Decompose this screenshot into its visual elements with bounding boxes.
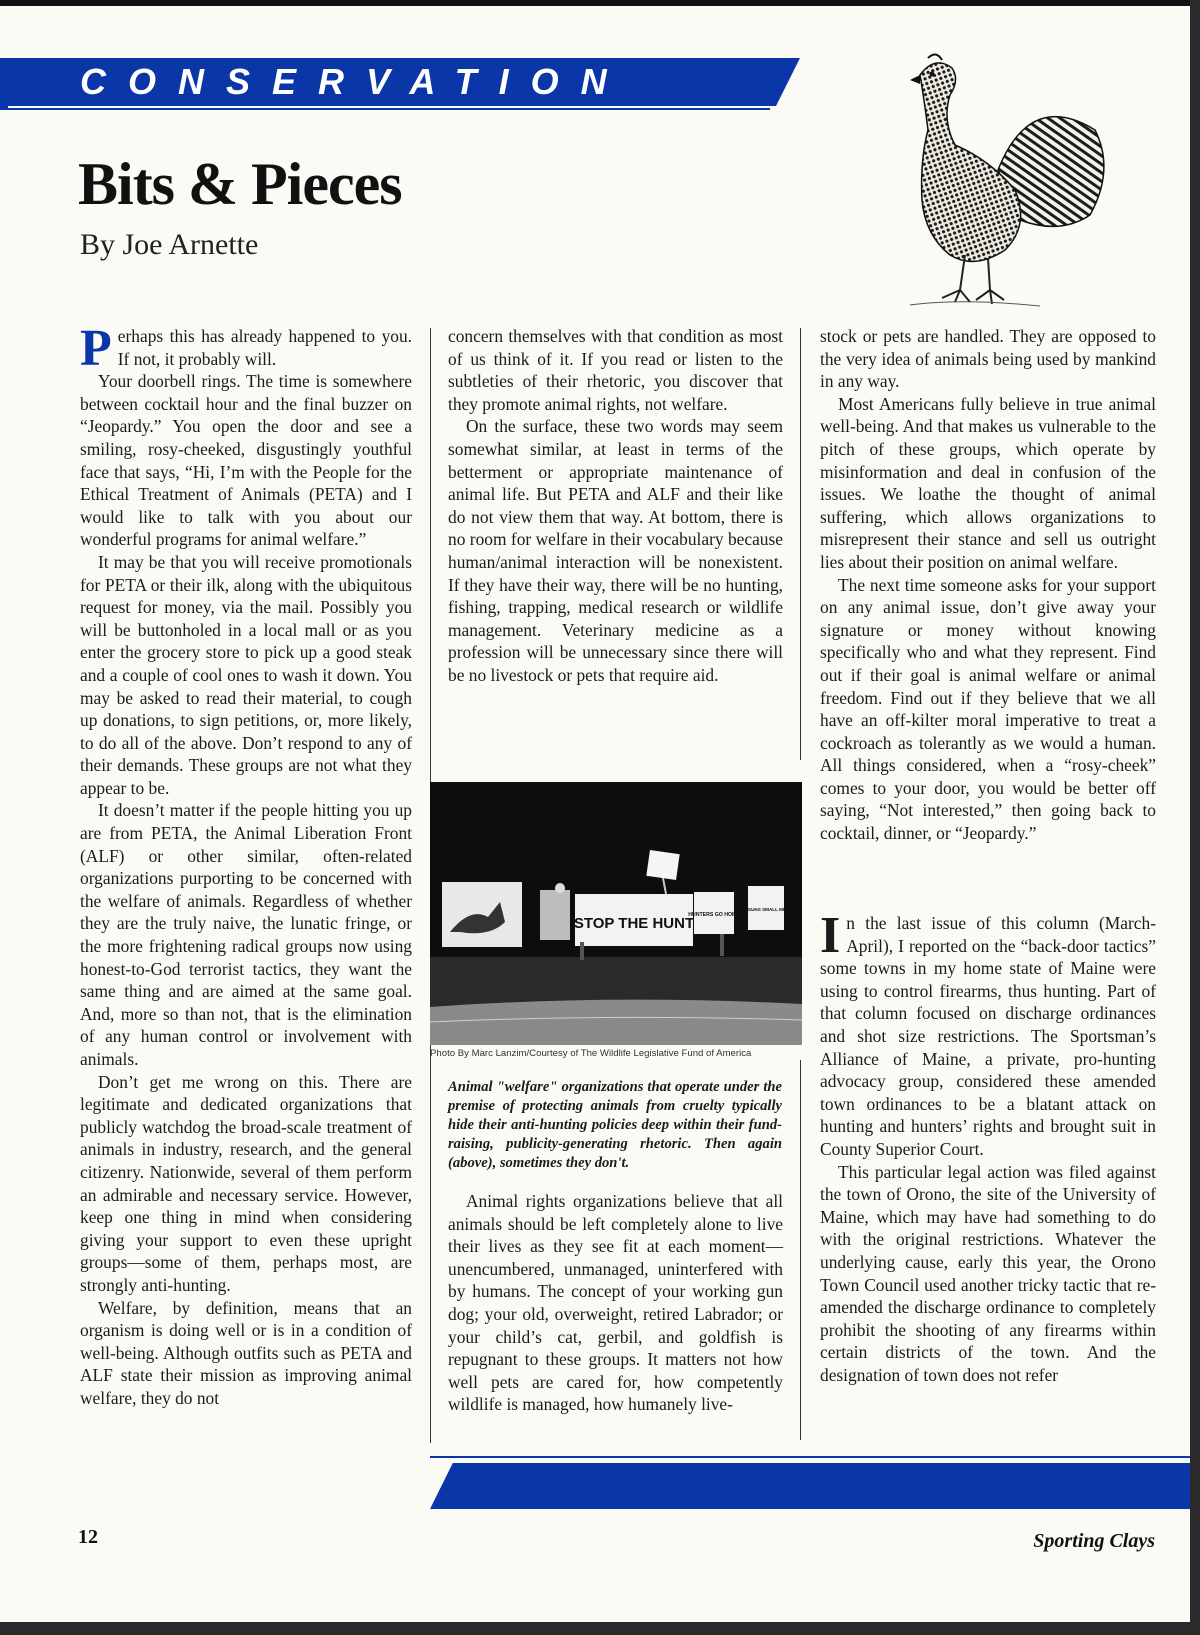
bottom-rule: [430, 1456, 1190, 1458]
column-2-top: [448, 325, 783, 687]
sign-hunters-go-home: HUNTERS GO HOME: [688, 912, 740, 918]
sign-big-guns: BIG GUNS SMALL MINDS: [738, 907, 794, 912]
paragraph-5: Don’t get me wrong on this. There are legitimate and dedicated organizations that publicly watchdog the broad-scale treatment of animals in industry, research, and the general citizenry. Nationwide, several of them perform an admirable and necessary service. However, keep one thing in mind when considering giving your support to even these upright groups—some of them, perhaps most, are strongly anti-hunting.: [80, 1071, 412, 1295]
paragraph-6: Welfare, by definition, means that an organism is doing well or is in a condition of well-being. Although outfits such as PETA and ALF state their mission as improving animal welfare, they do not: [80, 1297, 412, 1408]
paragraph-12: The next time someone asks for your support on any animal issue, don’t give away your signature or money without knowing specifically who and what they represent. Find out if their goal is animal welfare or animal freedom. Find out if they believe that we all have an off-kilter moral imperative to treat a cockroach as tolerantly as we would a human. All things considered, when a “rosy-cheek” comes to your door, you would be better off saying, “Not interested,” then going back to cocktail, dinner, or “Jeopardy.”: [820, 574, 1156, 844]
byline: By Joe Arnette: [80, 228, 259, 261]
paragraph-14: This particular legal action was filed against the town of Orono, the site of the University of Maine, which may have had something to do with the original restrictions. Whatever the underlying cause, early this year, the Orono Town Council used another tricky tactic that re-amended the discharge ordinance to completely prohibit the shooting of any firearms within certain districts of the town. And the designation of town does not refer: [820, 1161, 1156, 1385]
paragraph-11: Most Americans fully believe in true animal well-being. And that makes us vulnerable to the pitch of these groups, which operate by misinformation and deal in confusion of the issues. We loathe the thought of animal suffering, which allows organizations to misrepresent their stance and sell us outright lies about their position on animal welfare.: [820, 393, 1156, 572]
column-3: [820, 325, 1156, 845]
photo-caption: Animal "welfare" organizations that operate under the premise of protecting animals from cruelty typically hide their anti-hunting policies deep within their fund-raising, publicity-generating rhetoric. Then again (above), sometimes they don't.: [448, 1079, 782, 1171]
protest-photo: [430, 782, 802, 1045]
section-label: CONSERVATION: [80, 61, 629, 102]
column-divider-2: [800, 328, 801, 760]
paragraph-7: concern themselves with that condition as most of us think of it. If you read or listen to the subtleties of their rhetoric, you discover that they promote animal rights, not welfare.: [448, 326, 783, 414]
paragraph-3: It may be that you will receive promotionals for PETA or their ilk, along with the ubiquitous request for money, via the mail. Possibly you will be buttonholed in a local mall or as you enter the grocery store to pick up a good steak and a couple of cool ones to wash it down. You may be asked to read their material, to cough up donations, to sign petitions, or, more likely, to do all of the above. Don’t respond to any of their demands. These groups are not what they appear to be.: [80, 551, 412, 798]
bottom-banner: [430, 1463, 1190, 1509]
banner-rule: [0, 108, 770, 110]
paragraph-1: Perhaps this has already happened to you. If not, it probably will.: [80, 320, 412, 377]
paragraph-4: It doesn’t matter if the people hitting you up are from PETA, the Animal Liberation Front (ALF) or other similar, often-related organizations purporting to be concerned with the welfare of animals. Regardless of whether they are the truly naive, the lunatic fringe, or the more frightening radical groups now using honest-to-God terrorist tactics, they want the same thing and are aimed at the same goal. And, more so than not, that is the elimination of any human control or involvement with animals.: [80, 800, 412, 1069]
drop-cap-p: P: [80, 320, 112, 377]
sign-stop-the-hunt: STOP THE HUNT: [573, 915, 695, 932]
column-divider-3: [800, 1060, 801, 1440]
paragraph-2: Your doorbell rings. The time is somewhere between cocktail hour and the final buzzer on “Jeopardy.” You open the door and see a smiling, rosy-cheeked, disgustingly youthful face that says, “Hi, I’m with the People for the Ethical Treatment of Animals (PETA) and I would like to talk with you about our wonderful programs for animal welfare.”: [80, 371, 412, 550]
grouse-illustration: [880, 50, 1110, 315]
column-3-lower: [820, 907, 1156, 1386]
paragraph-8: On the surface, these two words may seem somewhat similar, at least in terms of the betterment or appropriate maintenance of animal life. But PETA and ALF and their like do not view them that way. At bottom, there is no room for welfare in their vocabulary because human/animal interaction will be nonexistent. If they have their way, there will be no hunting, fishing, trapping, medical research or wildlife management. Veterinary medicine as a profession will be unnecessary since there will be no livestock or pets that require aid.: [448, 416, 783, 685]
drop-cap-i: I: [820, 907, 841, 964]
paragraph-13: In the last issue of this column (March-April), I reported on the “back-door tactics” some towns in my home state of Maine were using to control firearms, thus hunting. Part of that column focused on discharge ordinances and shot size restrictions. The Sportsman’s Alliance of Maine, a private, pro-hunting advocacy group, considered these amended town ordinances to be a blatant attack on hunting and hunters’ rights and brought suit in County Superior Court.: [820, 907, 1156, 1159]
column-2-bottom: [448, 1190, 783, 1416]
page-number: 12: [78, 1526, 98, 1548]
paragraph-9: Animal rights organizations believe that all animals should be left completely alone to live their lives as they see fit at each moment—unencumbered, unmanaged, uninterfered with by humans. The concept of your working gun dog; your old, overweight, retired Labrador; or your child’s cat, gerbil, and goldfish is repugnant to these groups. It matters not how well pets are cared for, how competently wildlife is managed, how humanely live-: [448, 1191, 783, 1415]
top-border: [0, 0, 1190, 6]
photo-credit: Photo By Marc Lanzim/Courtesy of The Wildlife Legislative Fund of America: [430, 1048, 752, 1059]
paragraph-10: stock or pets are handled. They are opposed to the very idea of animals being used by mankind in any way.: [820, 326, 1156, 392]
column-1: [80, 320, 412, 1410]
magazine-name: Sporting Clays: [1033, 1530, 1155, 1552]
article-title: Bits & Pieces: [78, 151, 402, 217]
